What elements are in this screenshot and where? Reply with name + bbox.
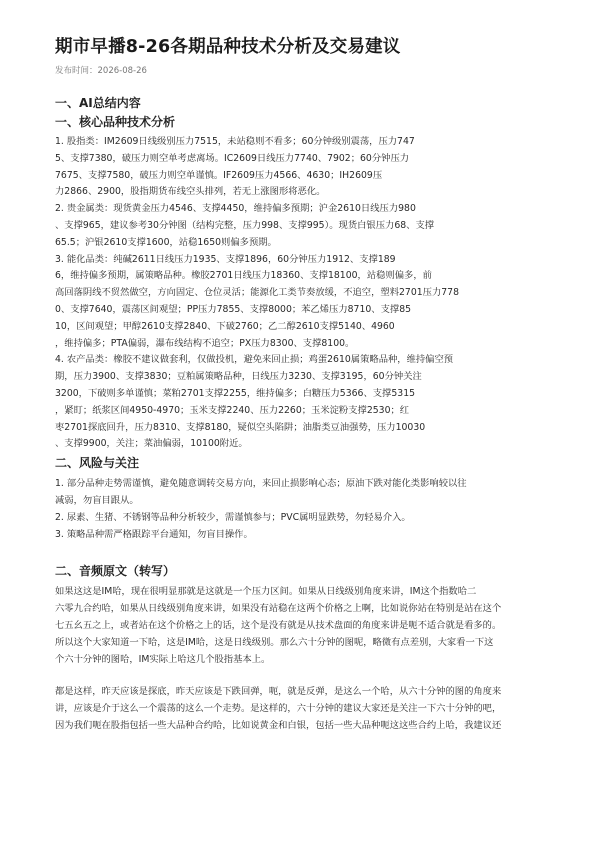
section-ai-summary-heading: 一、AI总结内容 bbox=[55, 96, 141, 110]
audio-line: 都是这样，昨天应该是探底，昨天应该是下跌回弹，呃，就是反弹，是这么一个哈，从六十分钟的图的角度来 bbox=[55, 686, 502, 698]
risk-text bbox=[55, 476, 569, 543]
risk-list bbox=[55, 476, 569, 543]
article-title: 期市早播8-26各期品种技术分析及交易建议 bbox=[55, 37, 401, 57]
publish-label: 发布时间： bbox=[55, 66, 98, 76]
publish-meta bbox=[55, 65, 569, 77]
technical-line: 10，区间观望；甲醇2610支撑2840、下破2760；乙二醇2610支撑5140、4960 bbox=[55, 320, 395, 332]
technical-line: 、支撑965，建议参考30分钟图（结构完整，压力998、支撑995）。现货白银压力68、支撑 bbox=[55, 219, 435, 231]
technical-line: 3200，下破则多单谨慎；菜粕2701支撑2255，维持偏多；白糖压力5366、支撑5315 bbox=[55, 387, 416, 399]
risk-line: 2. 尿素、生猪、不锈钢等品种分析较少，需谨慎参与；PVC属明显跌势，勿轻易介入。 bbox=[55, 511, 411, 523]
audio-line: 如果这这是IM哈，现在很明显那就是这就是一个压力区间。如果从日线级别角度来讲，IM这个指数哈二 bbox=[55, 586, 477, 598]
audio-transcript-paragraph-2 bbox=[55, 684, 569, 734]
audio-paragraph-1-text bbox=[55, 584, 569, 668]
risk-line: 1. 部分品种走势需谨慎，避免随意调转交易方向，来回止损影响心态；原油下跌对能化类影响较以往 bbox=[55, 478, 467, 490]
technical-analysis-list bbox=[55, 134, 569, 453]
technical-line: ，维持偏多；PTA偏弱，瀑布线结构不追空；PX压力8300、支撑8100。 bbox=[55, 337, 355, 349]
risk-line: 3. 策略品种需严格跟踪平台通知，勿盲目操作。 bbox=[55, 528, 253, 540]
section-risk-heading: 二、风险与关注 bbox=[55, 456, 140, 471]
audio-line: 讲，应该是介于这么一个震荡的这么一个走势。是这样的，六十分钟的建议大家还是关注一下六十分钟的吧， bbox=[55, 703, 502, 715]
technical-line: 4. 农产品类：橡胶不建议做套利，仅做投机，避免来回止损；鸡蛋2610属策略品种，维持偏空预 bbox=[55, 354, 454, 366]
audio-line: 六零九合约哈，如果从日线级别角度来讲，如果没有站稳在这两个价格之上啊，比如说你站在特别是站在这个 bbox=[55, 603, 502, 615]
audio-transcript-paragraph-1 bbox=[55, 584, 569, 668]
technical-line: ，紧盯；纸浆区间4950-4970；玉米支撑2240、压力2260；玉米淀粉支撑2530；红 bbox=[55, 404, 410, 416]
technical-line: 5、支撑7380，破压力则空单考虑离场。IC2609日线压力7740、7902；60分钟压力 bbox=[55, 152, 410, 164]
audio-line: 七五幺五之上，或者站在这个价格之上的话，这个是没有就是从技术盘面的角度来讲是呃不适合就是看多的。 bbox=[55, 619, 502, 631]
technical-line: 0、支撑7640，震荡区间观望；PP压力7855、支撑8000；苯乙烯压力8710、支撑85 bbox=[55, 303, 412, 315]
technical-line: 期，压力3900、支撑3830；豆粕属策略品种，日线压力3230、支撑3195，60分钟关注 bbox=[55, 371, 422, 383]
technical-line: 3. 能化品类：纯碱2611日线压力1935、支撑1896，60分钟压力1912、支撑189 bbox=[55, 253, 396, 265]
risk-line: 减弱，勿盲目跟从。 bbox=[55, 494, 139, 506]
audio-line: 个六十分钟的图哈，IM实际上哈这几个股指基本上。 bbox=[55, 653, 271, 665]
section-audio-heading: 二、音频原文（转写） bbox=[55, 564, 176, 579]
audio-paragraph-2-text bbox=[55, 684, 569, 734]
audio-line: 因为我们呃在股指包括一些大品种合约哈，比如说黄金和白银，包括一些大品种呃这这些合约上哈，我建议还 bbox=[55, 719, 502, 731]
technical-line: 1. 股指类：IM2609日线级别压力7515，未站稳则不看多；60分钟级别震荡，压力747 bbox=[55, 136, 415, 147]
technical-line: 6，维持偏多预期，属策略品种。橡胶2701日线压力18360、支撑18100，站稳则偏多，前 bbox=[55, 270, 432, 282]
technical-line: 枣2701探底回升，压力8310、支撑8180，疑似空头陷阱；油脂类豆油强势，压力10030 bbox=[55, 421, 426, 433]
technical-line: 65.5；沪银2610支撑1600，站稳1650则偏多预期。 bbox=[55, 236, 277, 248]
audio-line: 所以这个大家知道一下哈，这是IM哈，这是日线级别。那么六十分钟的图呢，略微有点差别，大家看一下这 bbox=[55, 636, 494, 648]
technical-line: 力2866、2900，股指期货布线空头排列，若无上涨图形将恶化。 bbox=[55, 186, 326, 198]
technical-line: 高回落阴线不贸然做空，方向固定、仓位灵活；能源化工类节奏放缓，不追空，塑料2701压力778 bbox=[55, 287, 459, 299]
technical-line: 、支撑9900，关注；菜油偏弱，10100附近。 bbox=[55, 438, 248, 450]
publish-date: 2026-08-26 bbox=[97, 66, 147, 76]
technical-line: 2. 贵金属类：现货黄金压力4546、支撑4450，维持偏多预期；沪金2610日线压力980 bbox=[55, 203, 416, 215]
section-technical-heading: 一、核心品种技术分析 bbox=[55, 115, 176, 129]
technical-line: 7675、支撑7580，破压力则空单谨慎。IF2609压力4566、4630；IH2609压 bbox=[55, 169, 383, 181]
technical-analysis-text bbox=[55, 134, 569, 453]
